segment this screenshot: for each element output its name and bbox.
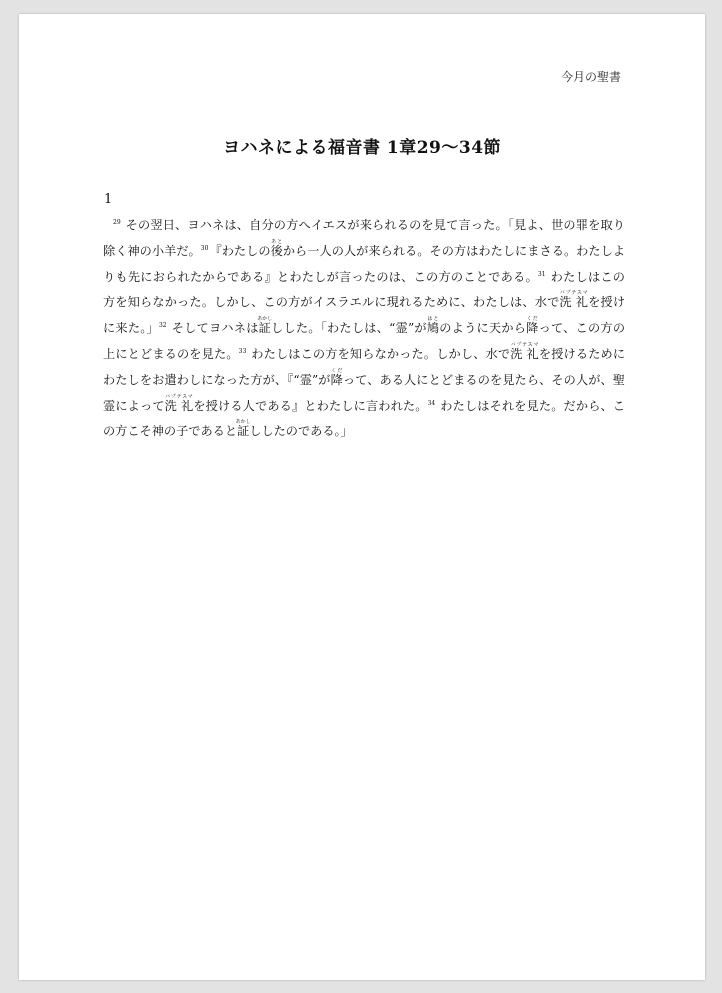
verse-number: 32 xyxy=(158,322,167,330)
ruby-base: 洗 礼 xyxy=(559,295,589,310)
passage-text: 『わたしの xyxy=(209,243,271,258)
verse-number: 30 xyxy=(200,244,209,252)
ruby-word xyxy=(510,341,539,361)
ruby-word xyxy=(426,316,440,336)
verse-number: 31 xyxy=(537,270,546,278)
passage-text: わたしはそれを見た。だから、この方こそ神の子であると xyxy=(103,398,626,439)
ruby-reading: くだ xyxy=(330,367,343,374)
ruby-word xyxy=(330,367,343,387)
ruby-base: 後 xyxy=(270,243,283,258)
ruby-base: 洗 礼 xyxy=(164,398,194,413)
passage-body xyxy=(103,213,625,445)
verse-number: 33 xyxy=(238,347,247,355)
ruby-word xyxy=(235,419,251,439)
passage-text: のように天から xyxy=(439,321,527,336)
passage-text: を授けるためにわたしをお遣わしになった方が、『“霊”が xyxy=(103,346,626,387)
ruby-reading: バプテスマ xyxy=(510,341,539,348)
ruby-reading: あかし xyxy=(235,419,251,426)
ruby-base: 証 xyxy=(235,424,251,439)
ruby-base: 鳩 xyxy=(426,321,440,336)
passage-text: を授ける人である』とわたしに言われた。 xyxy=(193,398,428,413)
passage-text: ししたのである。」 xyxy=(249,424,353,439)
ruby-reading: あと xyxy=(270,238,283,245)
passage-text: わたしはこの方を知らなかった。しかし、この方がイスラエルに現れるために、わたしは、水で xyxy=(103,269,625,310)
ruby-base: 降 xyxy=(526,321,539,336)
passage-text: を授けに来た。」 xyxy=(103,295,626,336)
page-header: 今月の聖書 xyxy=(560,70,621,84)
passage-text: その翌日、ヨハネは、自分の方へイエスが来られるのを見て言った。「見よ、世の罪を取り除く神の小羊だ。 xyxy=(103,218,625,258)
ruby-base: 証 xyxy=(257,321,273,336)
ruby-base: 洗 礼 xyxy=(510,346,539,361)
ruby-word xyxy=(164,393,194,413)
ruby-base: 降 xyxy=(330,372,343,387)
ruby-word xyxy=(257,316,273,336)
passage-text: から一人の人が来られる。その方はわたしにまさる。わたしよりも先におられたからである』とわたしが言ったのは、この方のことである。 xyxy=(103,243,626,284)
passage-text: って、ある人にとどまるのを見たら、その人が、聖霊によって xyxy=(103,372,625,413)
document-page xyxy=(19,14,705,980)
passage-text: そしてヨハネは xyxy=(167,321,259,336)
ruby-reading: くだ xyxy=(526,316,539,323)
passage-text: しした。「わたしは、“霊”が xyxy=(270,321,427,336)
ruby-reading: バプテスマ xyxy=(164,393,194,400)
passage-text: って、この方の上にとどまるのを見た。 xyxy=(103,321,626,361)
passage-title: ヨハネによる福音書 1章29〜34節 xyxy=(222,138,502,158)
chapter-number: 1 xyxy=(104,192,113,207)
verse-number: 34 xyxy=(427,399,436,407)
ruby-reading: あかし xyxy=(257,316,273,323)
verse-number: 29 xyxy=(113,218,121,226)
ruby-word xyxy=(526,316,539,336)
ruby-word xyxy=(270,238,283,258)
ruby-reading: はと xyxy=(426,316,440,323)
ruby-reading: バプテスマ xyxy=(559,290,588,297)
passage-text: わたしはこの方を知らなかった。しかし、水で xyxy=(247,346,511,361)
ruby-word xyxy=(559,290,589,310)
